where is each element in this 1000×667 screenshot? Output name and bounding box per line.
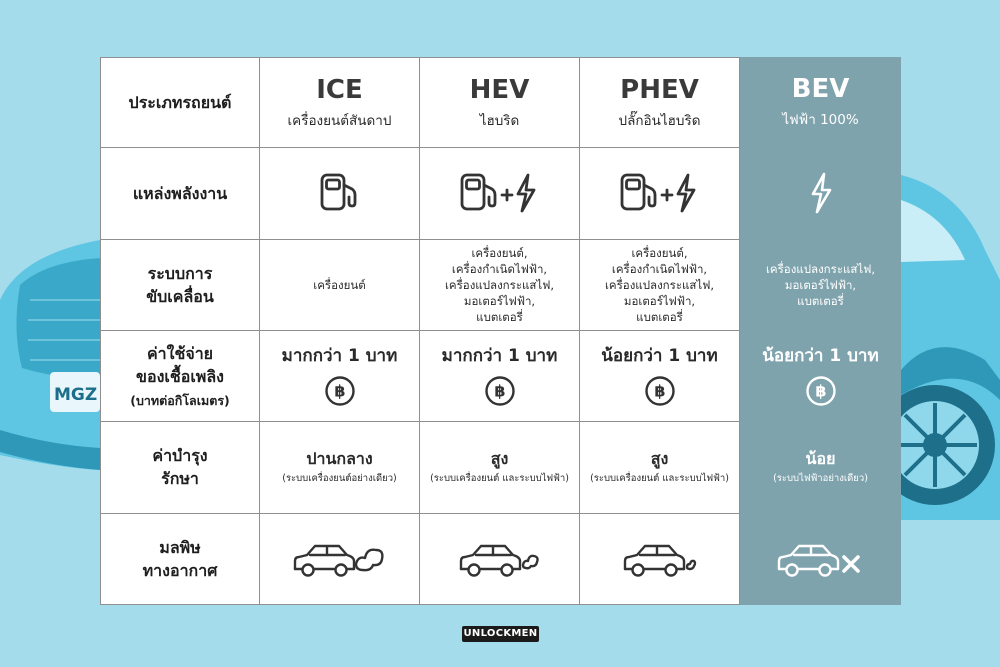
- drivetrain-line: มอเตอร์ไฟฟ้า,: [623, 293, 696, 308]
- license-plate-text: MGZ: [54, 385, 98, 405]
- fuel-cost-ice: [260, 331, 420, 422]
- drivetrain-phev: [580, 240, 740, 331]
- fuel-cost-label-line1: ค่าใช้จ่าย: [146, 343, 214, 363]
- header-bev-code: BEV: [791, 74, 850, 105]
- header-ice-thai: เครื่องยนต์สันดาป: [287, 112, 392, 129]
- lightning-bolt-icon: [806, 171, 836, 215]
- maintenance-note: (ระบบเครื่องยนต์ และระบบไฟฟ้า): [430, 472, 569, 484]
- energy-hev: [420, 148, 580, 239]
- header-phev-code: PHEV: [620, 74, 699, 105]
- fuel-cost-value: มากกว่า 1 บาท: [441, 346, 558, 367]
- maintenance-bev: [740, 422, 901, 513]
- fuel-cost-label-unit: (บาทต่อกิโลเมตร): [130, 392, 230, 408]
- row-label-maintenance: [100, 422, 260, 513]
- energy-bev: [740, 148, 901, 239]
- fuel-pump-icon: [318, 171, 362, 215]
- maintenance-hev: [420, 422, 580, 513]
- baht-coin-icon: [484, 375, 516, 407]
- car-heavy-smoke-icon: [292, 537, 388, 581]
- drivetrain-line: เครื่องแปลงกระแสไฟ,: [604, 277, 715, 292]
- baht-coin-icon: [324, 375, 356, 407]
- fuel-cost-hev: [420, 331, 580, 422]
- unlockmen-logo: UNLOCKMEN: [462, 626, 539, 642]
- header-hev: [420, 57, 580, 148]
- row-label-energy: [100, 148, 260, 239]
- energy-ice: [260, 148, 420, 239]
- header-ice-code: ICE: [316, 74, 363, 105]
- header-phev: [580, 57, 740, 148]
- fuel-cost-value: มากกว่า 1 บาท: [281, 346, 398, 367]
- pollution-hev: [420, 514, 580, 605]
- pollution-label-line2: ทางอากาศ: [142, 560, 218, 580]
- header-hev-code: HEV: [469, 74, 530, 105]
- baht-symbol: ฿: [333, 381, 346, 401]
- row-label-pollution: [100, 514, 260, 605]
- fuel-cost-value: น้อยกว่า 1 บาท: [601, 346, 718, 367]
- maintenance-phev: [580, 422, 740, 513]
- header-hev-thai: ไฮบริด: [479, 112, 520, 129]
- drivetrain-label-line1: ระบบการ: [147, 263, 213, 283]
- car-medium-smoke-icon: [458, 537, 542, 581]
- baht-symbol: ฿: [653, 381, 666, 401]
- header-ice: [260, 57, 420, 148]
- drivetrain-label-line2: ขับเคลื่อน: [146, 286, 214, 306]
- corner-header-cell: [100, 57, 260, 148]
- maintenance-level: ปานกลาง: [306, 448, 373, 468]
- maintenance-label-line2: รักษา: [161, 469, 199, 489]
- drivetrain-line: เครื่องแปลงกระแสไฟ,: [444, 277, 555, 292]
- drivetrain-line: แบตเตอรี่: [476, 309, 523, 324]
- energy-phev: [580, 148, 740, 239]
- fuel-cost-label-line2: ของเชื้อเพลิง: [136, 366, 224, 386]
- maintenance-ice: [260, 422, 420, 513]
- drivetrain-ice: [260, 240, 420, 331]
- baht-coin-icon: [805, 375, 837, 407]
- drivetrain-line: เครื่องยนต์,: [631, 245, 688, 260]
- maintenance-level: สูง: [650, 448, 669, 468]
- pollution-bev: [740, 514, 901, 605]
- fuel-cost-phev: [580, 331, 740, 422]
- maintenance-label-line1: ค่าบำรุง: [152, 446, 208, 466]
- fuel-plus-electric-icon: [458, 171, 542, 215]
- drivetrain-hev: [420, 240, 580, 331]
- comparison-table: [100, 57, 901, 605]
- fuel-plus-electric-icon: [618, 171, 702, 215]
- drivetrain-line: มอเตอร์ไฟฟ้า,: [463, 293, 536, 308]
- row-label-drivetrain: [100, 240, 260, 331]
- row-label-fuel-cost: [100, 331, 260, 422]
- maintenance-note: (ระบบเครื่องยนต์อย่างเดียว): [282, 472, 397, 484]
- car-no-emission-icon: [776, 537, 866, 581]
- maintenance-level: สูง: [490, 448, 509, 468]
- energy-label: แหล่งพลังงาน: [132, 183, 228, 203]
- header-bev-thai: ไฟฟ้า 100%: [782, 112, 859, 129]
- drivetrain-line: มอเตอร์ไฟฟ้า,: [784, 277, 857, 292]
- drivetrain-line: แบตเตอรี่: [636, 309, 683, 324]
- drivetrain-line: เครื่องกำเนิดไฟฟ้า,: [611, 261, 708, 276]
- drivetrain-line: เครื่องกำเนิดไฟฟ้า,: [451, 261, 548, 276]
- baht-coin-icon: [644, 375, 676, 407]
- baht-symbol: ฿: [493, 381, 506, 401]
- maintenance-level: น้อย: [805, 448, 836, 468]
- drivetrain-bev: [740, 240, 901, 331]
- drivetrain-line: แบตเตอรี่: [797, 293, 844, 308]
- pollution-ice: [260, 514, 420, 605]
- pollution-label-line1: มลพิษ: [159, 537, 201, 557]
- pollution-phev: [580, 514, 740, 605]
- maintenance-note: (ระบบเครื่องยนต์ และระบบไฟฟ้า): [590, 472, 729, 484]
- baht-symbol: ฿: [814, 381, 827, 401]
- corner-header-label: ประเภทรถยนต์: [128, 93, 232, 113]
- car-light-smoke-icon: [622, 537, 698, 581]
- drivetrain-line: เครื่องแปลงกระแสไฟ,: [765, 261, 876, 276]
- drivetrain-line: เครื่องยนต์: [313, 277, 366, 292]
- fuel-cost-value: น้อยกว่า 1 บาท: [762, 346, 879, 367]
- drivetrain-line: เครื่องยนต์,: [471, 245, 528, 260]
- fuel-cost-bev: [740, 331, 901, 422]
- header-phev-thai: ปลั๊กอินไฮบริด: [618, 112, 701, 129]
- header-bev: [740, 57, 901, 148]
- maintenance-note: (ระบบไฟฟ้าอย่างเดียว): [773, 472, 868, 484]
